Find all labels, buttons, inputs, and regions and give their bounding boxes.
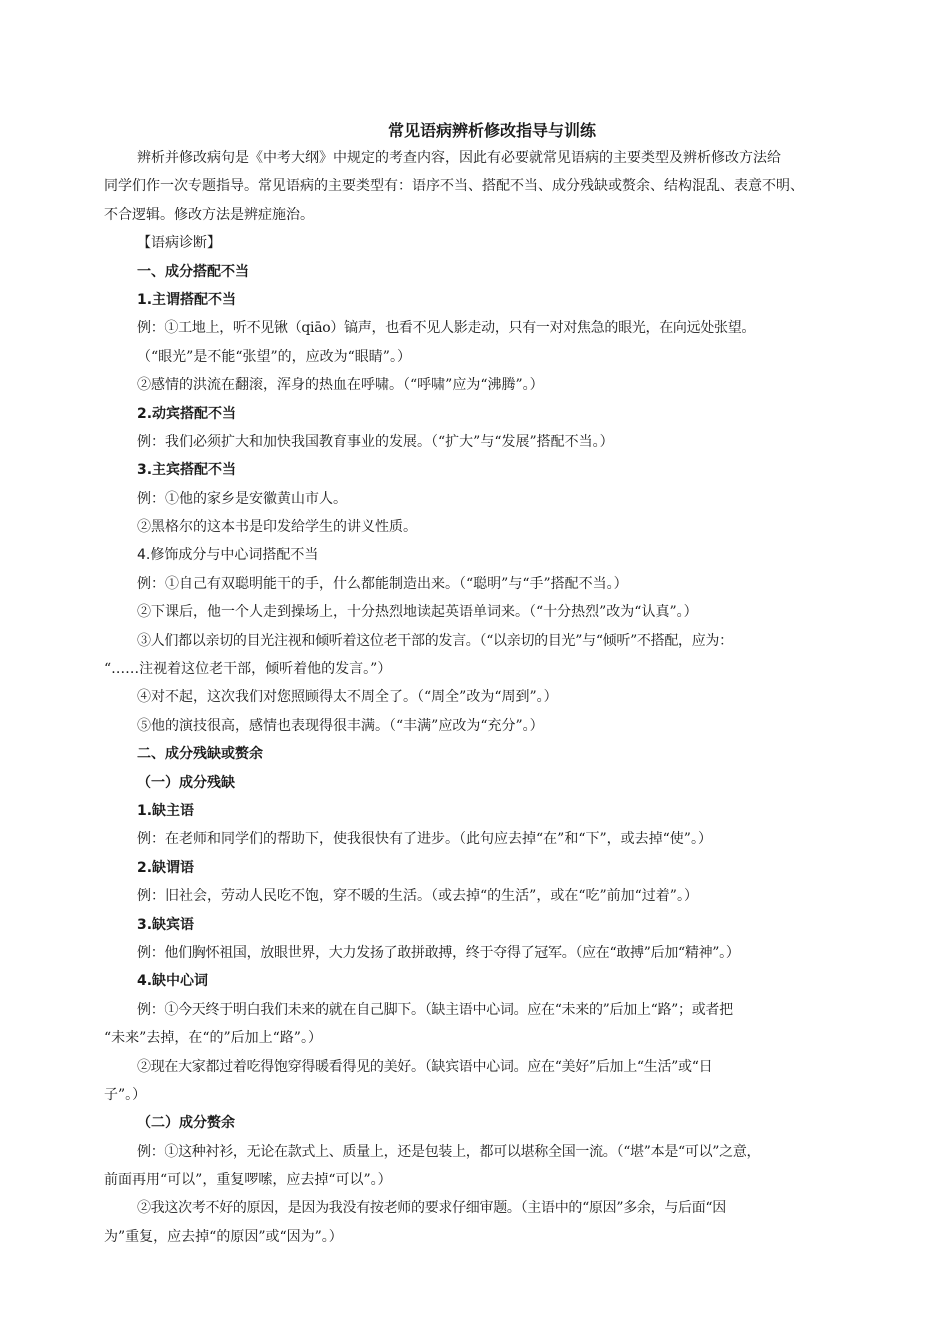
page-title: 常见语病辨析修改指导与训练: [387, 121, 596, 140]
example-line: “未来”去掉，在“的”后加上“路”。）: [104, 1030, 322, 1047]
example-line: 为”重复，应去掉“的原因”或“因为”。）: [104, 1228, 343, 1245]
example-line: 例：①这种衬衫，无论在款式上、质量上，还是包装上，都可以堪称全国一流。（“堪”本是“可以”之意，: [137, 1143, 761, 1160]
example-line: 前面再用“可以”，重复啰嗦，应去掉“可以”。）: [104, 1172, 392, 1189]
example-line: ④对不起，这次我们对您照顾得太不周全了。（“周全”改为“周到”。）: [137, 689, 558, 706]
example-line: ③人们都以亲切的目光注视和倾听着这位老干部的发言。（“以亲切的目光”与“倾听”不搭配，应为：: [137, 632, 733, 649]
intro-line: 不合逻辑。修改方法是辨症施治。: [104, 206, 314, 223]
example-line: 例：①今天终于明白我们未来的就在自己脚下。（缺主语中心词。应在“未来的”后加上“路”；或者把: [137, 1001, 733, 1018]
example-line: 例：旧社会，劳动人民吃不饱，穿不暖的生活。（或去掉“的生活”，或在“吃”前加“过着”。）: [137, 888, 698, 905]
example-line: ⑤他的演技很高，感情也表现得很丰满。（“丰满”应改为“充分”。）: [137, 717, 544, 734]
subsection-heading: 1.主谓搭配不当: [137, 291, 237, 308]
subsection-heading: 1.缺主语: [137, 802, 195, 819]
example-line: ②我这次考不好的原因，是因为我没有按老师的要求仔细审题。（主语中的“原因”多余，与后面“因: [137, 1200, 726, 1217]
intro-line: 辨析并修改病句是《中考大纲》中规定的考查内容，因此有必要就常见语病的主要类型及辨析修改方法给: [137, 150, 781, 166]
example-line: ②下课后，他一个人走到操场上，十分热烈地读起英语单词来。（“十分热烈”改为“认真”。）: [137, 604, 698, 621]
example-line: ②现在大家都过着吃得饱穿得暖看得见的美好。（缺宾语中心词。应在“美好”后加上“生活”或“日: [137, 1058, 713, 1075]
example-line: ②感情的洪流在翻滚，浑身的热血在呼啸。（“呼啸”应为“沸腾”。）: [137, 377, 544, 394]
example-line: 例：在老师和同学们的帮助下，使我很快有了进步。（此句应去掉“在”和“下”，或去掉“使”。）: [137, 831, 712, 848]
example-line: ②黑格尔的这本书是印发给学生的讲义性质。: [137, 519, 417, 536]
document-page: [104, 118, 880, 1251]
section-heading: 二、成分残缺或赘余: [137, 746, 263, 763]
example-line: 子”。）: [104, 1086, 147, 1103]
subsection-heading: 4.缺中心词: [137, 973, 209, 990]
subsection-heading: 2.缺谓语: [137, 859, 195, 876]
example-line: 例：他们胸怀祖国，放眼世界，大力发扬了敢拼敢搏，终于夺得了冠军。（应在“敢搏”后加“精神”。）: [137, 944, 740, 961]
example-line: “……注视着这位老干部，倾听着他的发言。”）: [104, 661, 392, 678]
example-line: 例：①工地上，听不见锹（qiāo）镐声，也看不见人影走动，只有一对对焦急的眼光，在向远处张望。: [137, 320, 756, 337]
example-line: 例：①他的家乡是安徽黄山市人。: [137, 490, 347, 507]
diagnosis-label: 【语病诊断】: [137, 235, 221, 252]
subsection-heading: 3.缺宾语: [137, 916, 195, 933]
section-heading: 一、成分搭配不当: [137, 263, 249, 280]
example-line: 例：①自己有双聪明能干的手，什么都能制造出来。（“聪明”与“手”搭配不当。）: [137, 575, 628, 592]
subsection-heading: 4.修饰成分与中心词搭配不当: [137, 547, 319, 564]
subsection-heading: 2.动宾搭配不当: [137, 405, 237, 422]
example-line: （“眼光”是不能“张望”的，应改为“眼睛”。）: [137, 348, 411, 365]
part-heading: （一）成分残缺: [137, 774, 235, 791]
part-heading: （二）成分赘余: [137, 1115, 235, 1132]
intro-line: 同学们作一次专题指导。常见语病的主要类型有：语序不当、搭配不当、成分残缺或赘余、结构混乱、表意不明、: [104, 178, 804, 195]
example-line: 例：我们必须扩大和加快我国教育事业的发展。（“扩大”与“发展”搭配不当。）: [137, 433, 614, 450]
subsection-heading: 3.主宾搭配不当: [137, 462, 237, 479]
